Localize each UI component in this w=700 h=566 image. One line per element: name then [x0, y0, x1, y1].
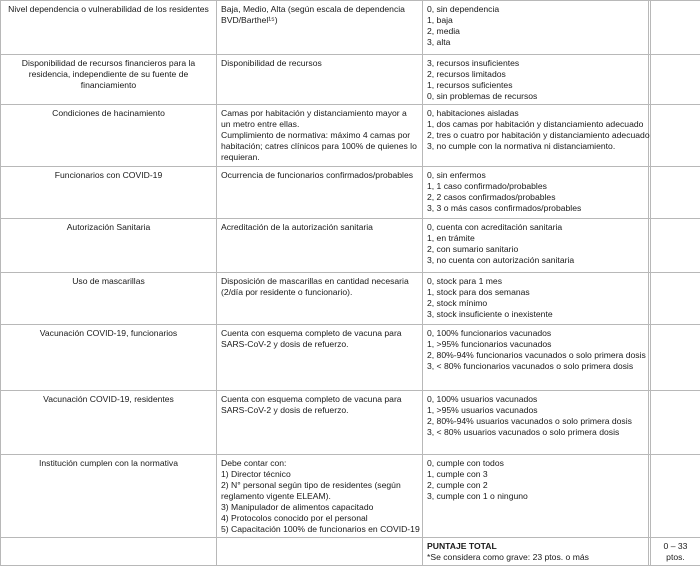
indicator-cell: Cuenta con esquema completo de vacuna para SARS-CoV-2 y dosis de refuerzo. — [217, 391, 423, 455]
empty-cell — [217, 538, 423, 566]
score-cell: 0, sin dependencia 1, baja 2, media 3, alta — [423, 1, 649, 55]
indicator-cell: Disposición de mascarillas en cantidad necesaria (2/día por residente o funcionario). — [217, 273, 423, 325]
criterion-cell: Funcionarios con COVID-19 — [1, 167, 217, 219]
total-cell — [423, 538, 649, 566]
indicator-cell: Ocurrencia de funcionarios confirmados/probables — [217, 167, 423, 219]
table-row — [1, 455, 700, 538]
indicator-cell: Debe contar con: 1) Director técnico 2) N° personal según tipo de residentes (según reglamento vigente ELEAM). 3) Manipulador de alimentos capacitado 4) Protocolos conocido por el personal 5) Capacitación 100% de funcionarios en COVID-19 — [217, 455, 423, 538]
criterion-cell: Disponibilidad de recursos financieros para la residencia, independiente de su fuente de financiamiento — [1, 55, 217, 105]
criterion-cell: Autorización Sanitaria — [1, 219, 217, 273]
score-cell: 0, habitaciones aisladas 1, dos camas por habitación y distanciamiento adecuado 2, tres o cuatro por habitación y distanciamiento adecuado 3, no cumple con la normativa ni distanciamiento. — [423, 105, 649, 167]
score-cell: 3, recursos insuficientes 2, recursos limitados 1, recursos suficientes 0, sin problemas de recursos — [423, 55, 649, 105]
criterion-cell: Uso de mascarillas — [1, 273, 217, 325]
indicator-cell: Disponibilidad de recursos — [217, 55, 423, 105]
score-cell: 0, 100% usuarios vacunados 1, >95% usuarios vacunados 2, 80%-94% usuarios vacunados o solo primera dosis 3, < 80% usuarios vacunados o solo primera dosis — [423, 391, 649, 455]
criterion-cell: Vacunación COVID-19, funcionarios — [1, 325, 217, 391]
score-cell: 0, 100% funcionarios vacunados 1, >95% funcionarios vacunados 2, 80%-94% funcionarios vacunados o solo primera dosis 3, < 80% funcionarios vacunados o solo primera dosis — [423, 325, 649, 391]
table-row — [1, 273, 700, 325]
table-row — [1, 219, 700, 273]
indicator-cell: Acreditación de la autorización sanitaria — [217, 219, 423, 273]
points-cell — [651, 167, 700, 219]
indicator-cell: Camas por habitación y distanciamiento mayor a un metro entre ellas. Cumplimiento de normativa: máximo 4 camas por habitación; catres clínicos para 100% de quienes lo requieran. — [217, 105, 423, 167]
indicator-cell: Baja, Medio, Alta (según escala de dependencia BVD/Barthel¹⁵) — [217, 1, 423, 55]
points-cell — [651, 219, 700, 273]
score-cell: 0, cuenta con acreditación sanitaria 1, en trámite 2, con sumario sanitario 3, no cuenta con autorización sanitaria — [423, 219, 649, 273]
score-cell: 0, cumple con todos 1, cumple con 3 2, cumple con 2 3, cumple con 1 o ninguno — [423, 455, 649, 538]
score-cell: 0, sin enfermos 1, 1 caso confirmado/probables 2, 2 casos confirmados/probables 3, 3 o más casos confirmados/probables — [423, 167, 649, 219]
criterion-cell: Vacunación COVID-19, residentes — [1, 391, 217, 455]
table-row — [1, 105, 700, 167]
points-cell — [651, 55, 700, 105]
empty-cell — [1, 538, 217, 566]
indicator-cell: Cuenta con esquema completo de vacuna para SARS-CoV-2 y dosis de refuerzo. — [217, 325, 423, 391]
score-cell: 0, stock para 1 mes 1, stock para dos semanas 2, stock mínimo 3, stock insuficiente o inexistente — [423, 273, 649, 325]
points-cell — [651, 455, 700, 538]
criterion-cell: Institución cumplen con la normativa — [1, 455, 217, 538]
points-cell — [651, 391, 700, 455]
criterion-cell: Nivel dependencia o vulnerabilidad de los residentes — [1, 1, 217, 55]
points-cell — [651, 273, 700, 325]
table-row — [1, 167, 700, 219]
points-cell — [651, 1, 700, 55]
table-row — [1, 391, 700, 455]
total-row — [1, 538, 700, 566]
criterion-cell: Condiciones de hacinamiento — [1, 105, 217, 167]
points-cell — [651, 325, 700, 391]
total-label: PUNTAJE TOTAL — [427, 541, 644, 552]
table-row — [1, 1, 700, 55]
total-range: 0 – 33 ptos. — [651, 538, 700, 566]
table-row — [1, 55, 700, 105]
total-note: *Se considera como grave: 23 ptos. o más — [427, 552, 644, 563]
points-cell — [651, 105, 700, 167]
table-body — [1, 1, 700, 566]
table-row — [1, 325, 700, 391]
